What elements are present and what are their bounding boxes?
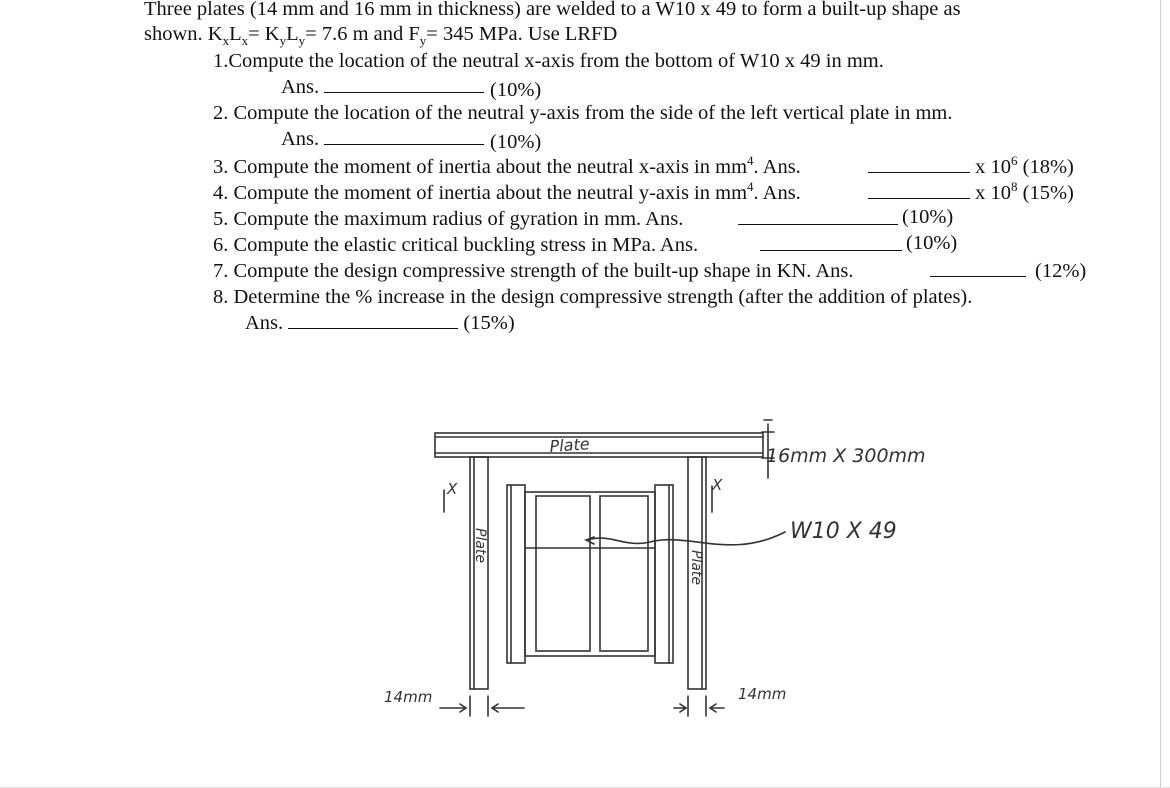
left-thickness-arrow [440, 704, 466, 712]
right-thickness-label: 14mm [738, 685, 787, 703]
question-4-unit: x $10^8$ (15%) [975, 179, 1074, 204]
question-5: 5. Compute the maximum radius of gyration in mm. Ans. [213, 208, 684, 230]
answer-label: Ans. [281, 128, 320, 150]
question-3-unit: x $10^6$ (18%) [975, 153, 1074, 178]
question-2-weight: (10%) [490, 131, 542, 153]
question-7: 7. Compute the design compressive strength of the built-up shape in KN. Ans. [213, 260, 854, 282]
w-flange-right [655, 485, 673, 663]
question-6: 6. Compute the elastic critical buckling stress in MPa. Ans. [213, 234, 699, 256]
x-axis-right-label: X [712, 476, 723, 494]
top-plate-dimension: 16mm X 300mm [766, 445, 926, 467]
question-1: 1.Compute the location of the neutral x-axis from the bottom of W10 x 49 in mm. [213, 50, 884, 72]
question-7-weight: (12%) [1035, 260, 1087, 282]
x-axis-left-label: X [447, 480, 458, 498]
question-4: 4. Compute the moment of inertia about the neutral y-axis in $mm^4$. Ans. [213, 179, 801, 204]
top-plate-label: Plate [548, 434, 591, 456]
question-2: 2. Compute the location of the neutral y-axis from the side of the left vertical plate in mm. [213, 102, 953, 124]
w-flange-left [507, 485, 525, 663]
beam-label: W10 X 49 [790, 519, 897, 544]
left-thickness-label: 14mm [384, 688, 433, 706]
left-plate-label: Plate [472, 528, 488, 564]
intro-line-2: shown. $K_xL_x= K_yL_y= 7.6$ m and $F_y= 345$ MPa. Use LRFD [144, 23, 618, 49]
answer-label: Ans. [245, 312, 284, 334]
beam-leader-line [588, 532, 785, 545]
answer-label: Ans. [281, 76, 320, 98]
question-6-weight: (10%) [906, 232, 958, 254]
question-8-weight: (15%) [463, 312, 515, 334]
left-plate [470, 457, 488, 689]
question-1-weight: (10%) [490, 79, 542, 101]
question-3: 3. Compute the moment of inertia about the neutral x-axis in $mm^4$. Ans. [213, 153, 801, 178]
question-8: 8. Determine the % increase in the design compressive strength (after the addition of plates). [213, 286, 973, 308]
intro-line-1: Three plates (14 mm and 16 mm in thickness) are welded to a W10 x 49 to form a built-up shape as [144, 0, 961, 20]
right-thickness-arrow [674, 704, 686, 712]
question-5-weight: (10%) [902, 206, 954, 228]
right-plate-label: Plate [688, 550, 704, 586]
